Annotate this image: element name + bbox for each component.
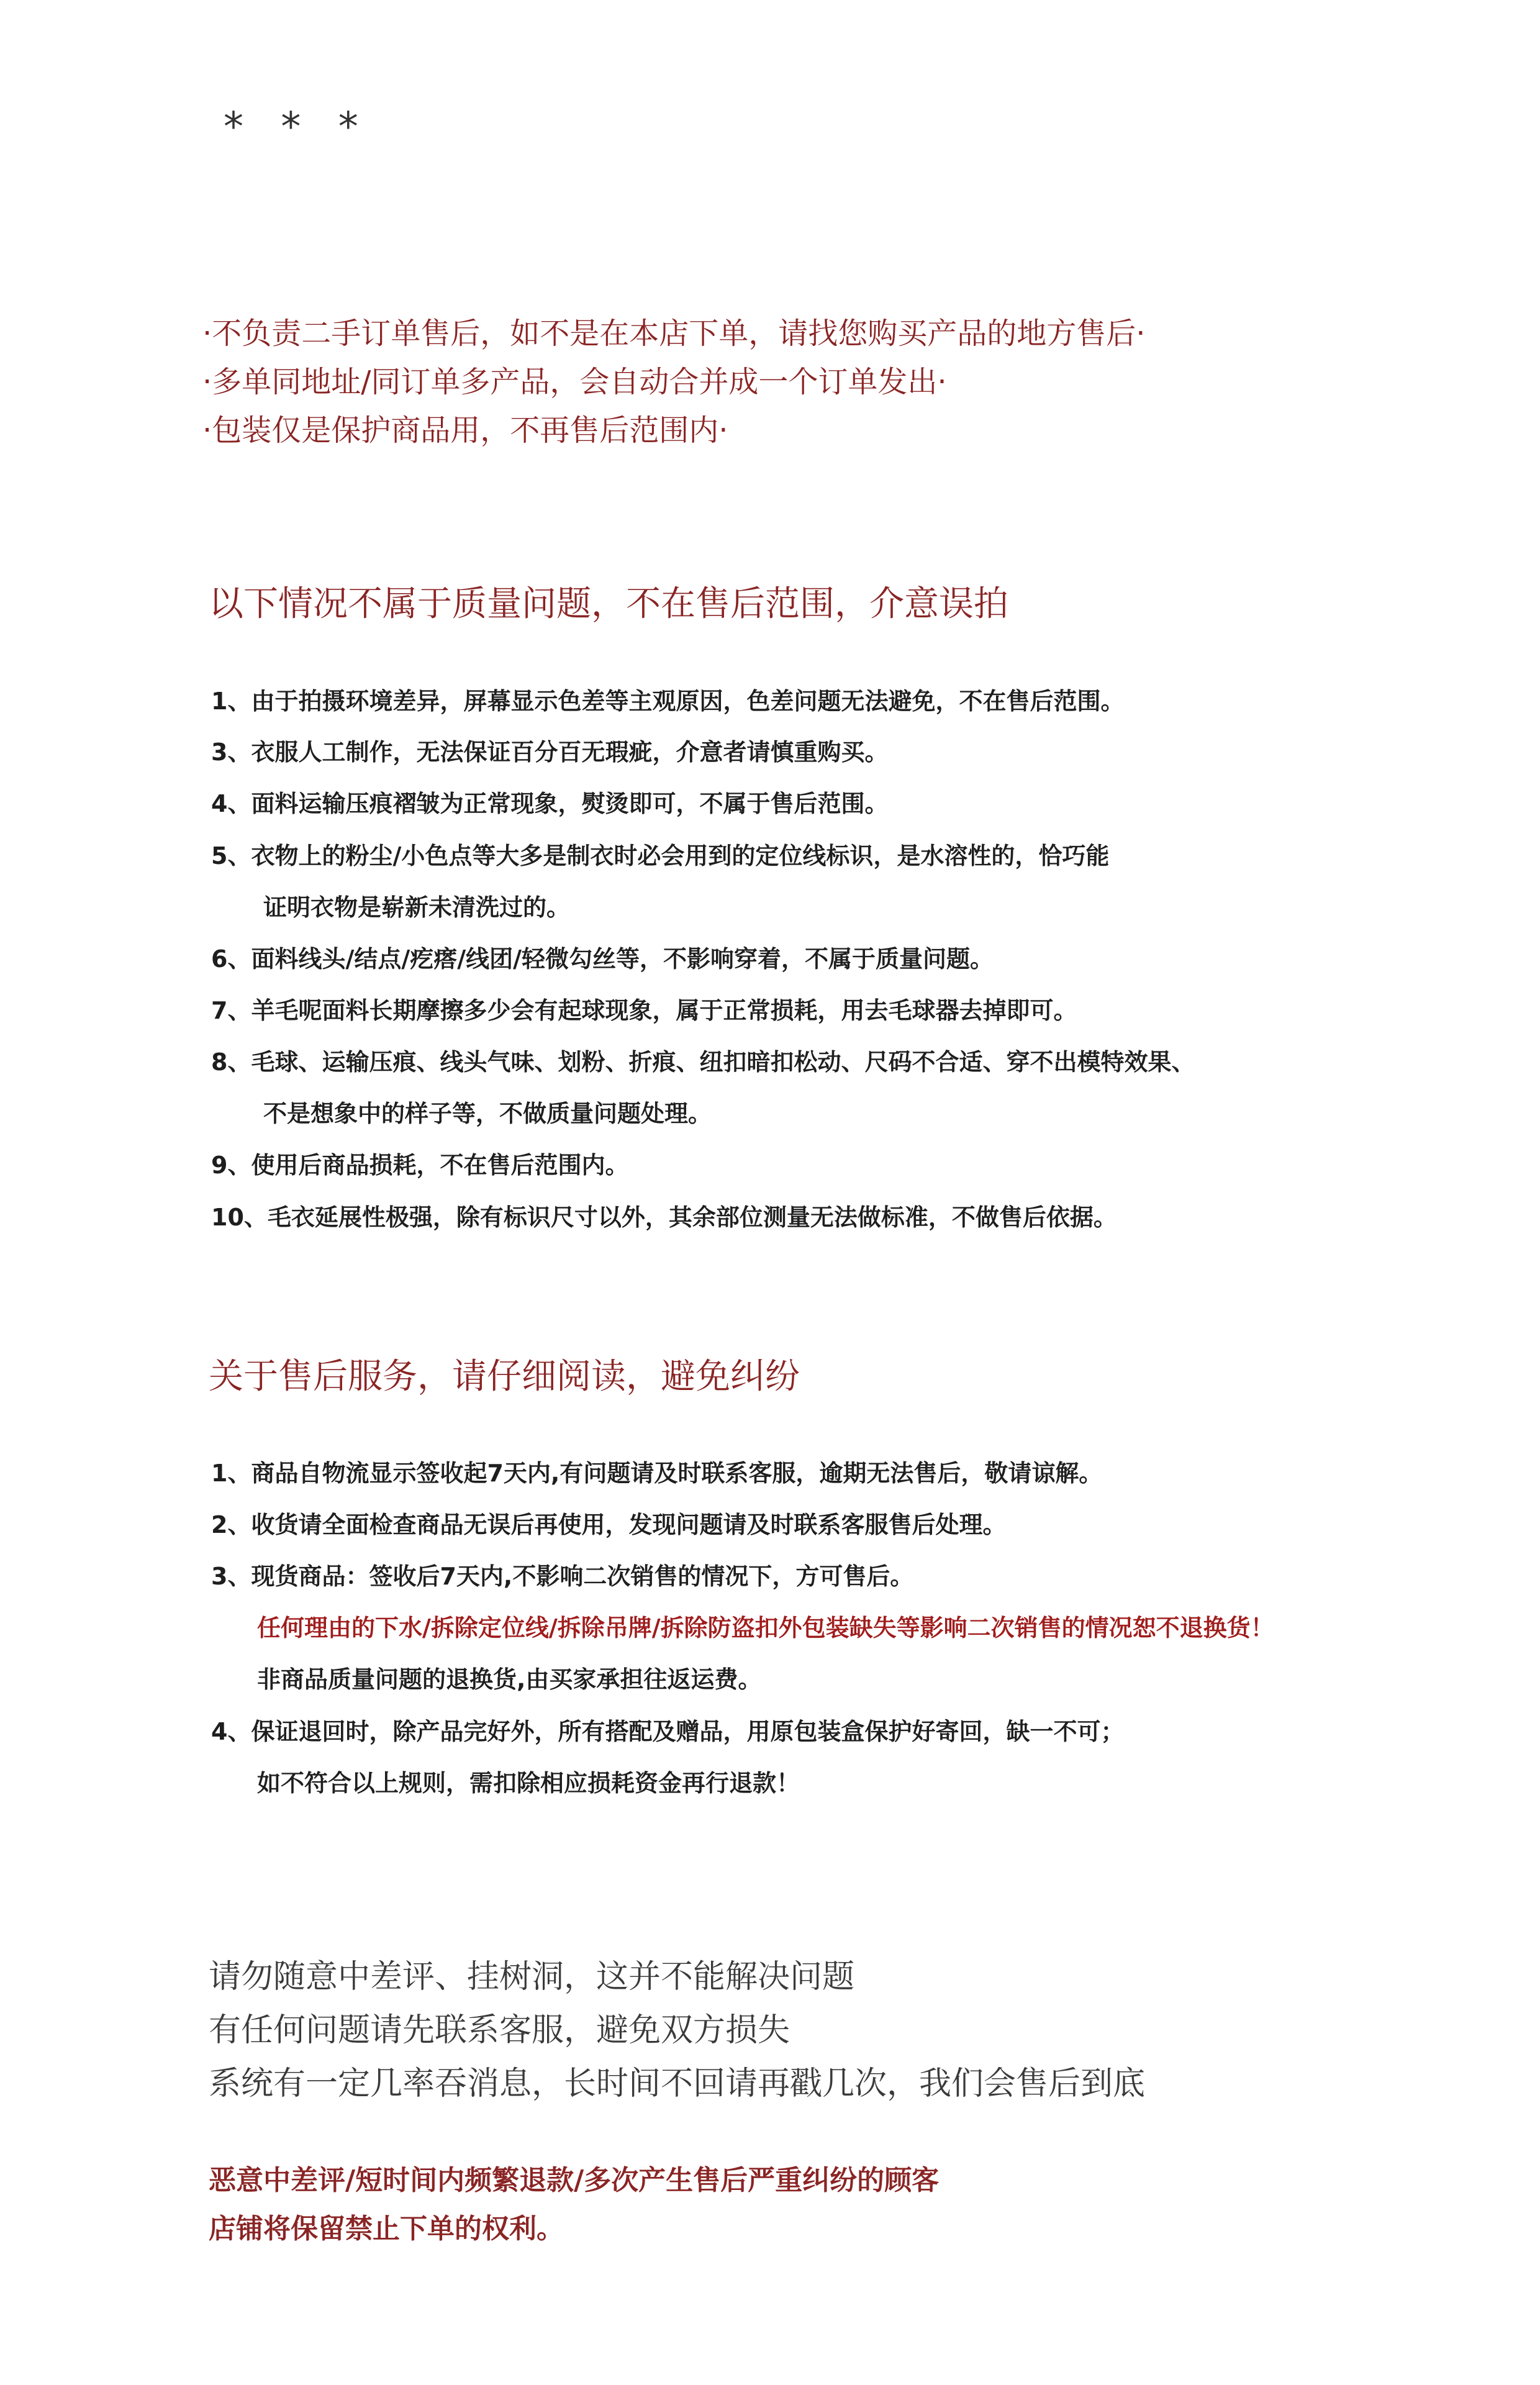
notice-packaging: ·包装仅是保护商品用，不再售后范围内· (202, 413, 728, 448)
service-section-heading: 关于售后服务，请仔细阅读，避免纠纷 (209, 1356, 800, 1397)
quality-item: 3、衣服人工制作，无法保证百分百无瑕疵，介意者请慎重购买。 (211, 738, 889, 766)
plea-line: 有任何问题请先联系客服，避免双方损失 (209, 2012, 790, 2049)
quality-item: 8、毛球、运输压痕、线头气味、划粉、折痕、纽扣暗扣松动、尺码不合适、穿不出模特效果、 (211, 1048, 1195, 1076)
decorative-stars: * * * (224, 104, 371, 150)
quality-item: 1、由于拍摄环境差异，屏幕显示色差等主观原因，色差问题无法避免，不在售后范围。 (211, 688, 1125, 715)
quality-item: 5、衣物上的粉尘/小色点等大多是制衣时必会用到的定位线标识，是水溶性的，恰巧能 (211, 842, 1110, 870)
service-item-red-warning: 任何理由的下水/拆除定位线/拆除吊牌/拆除防盗扣外包装缺失等影响二次销售的情况恕不退换货！ (257, 1614, 1274, 1642)
quality-item: 6、面料线头/结点/疙瘩/线团/轻微勾丝等，不影响穿着，不属于质量问题。 (211, 945, 994, 973)
service-item-continuation: 非商品质量问题的退换货,由买家承担往返运费。 (257, 1666, 762, 1693)
service-item: 4、保证退回时，除产品完好外，所有搭配及赠品，用原包装盒保护好寄回，缺一不可； (211, 1718, 1125, 1745)
plea-line: 请勿随意中差评、挂树洞，这并不能解决问题 (209, 1958, 855, 1996)
quality-section-heading: 以下情况不属于质量问题，不在售后范围，介意误拍 (209, 584, 1008, 624)
quality-item-continuation: 不是想象中的样子等，不做质量问题处理。 (263, 1100, 712, 1127)
service-item: 2、收货请全面检查商品无误后再使用，发现问题请及时联系客服售后处理。 (211, 1511, 1007, 1538)
notice-second-hand-orders: ·不负责二手订单售后，如不是在本店下单，请找您购买产品的地方售后· (202, 316, 1146, 351)
quality-item-continuation: 证明衣物是崭新未清洗过的。 (263, 894, 571, 921)
warning-line: 恶意中差评/短时间内频繁退款/多次产生售后严重纠纷的顾客 (209, 2165, 940, 2196)
quality-item: 4、面料运输压痕褶皱为正常现象，熨烫即可，不属于售后范围。 (211, 790, 889, 817)
service-item-continuation: 如不符合以上规则，需扣除相应损耗资金再行退款！ (257, 1769, 800, 1797)
service-item: 3、现货商品：签收后7天内,不影响二次销售的情况下，方可售后。 (211, 1563, 914, 1590)
plea-line: 系统有一定几率吞消息，长时间不回请再戳几次，我们会售后到底 (209, 2065, 1146, 2102)
notice-order-merge: ·多单同地址/同订单多产品，会自动合并成一个订单发出· (202, 365, 947, 399)
quality-item: 9、使用后商品损耗，不在售后范围内。 (211, 1152, 629, 1179)
service-item: 1、商品自物流显示签收起7天内,有问题请及时联系客服，逾期无法售后，敬请谅解。 (211, 1460, 1103, 1487)
quality-item: 10、毛衣延展性极强，除有标识尺寸以外，其余部位测量无法做标准，不做售后依据。 (211, 1204, 1117, 1231)
quality-item: 7、羊毛呢面料长期摩擦多少会有起球现象，属于正常损耗，用去毛球器去掉即可。 (211, 997, 1077, 1024)
warning-line: 店铺将保留禁止下单的权利。 (209, 2213, 564, 2245)
